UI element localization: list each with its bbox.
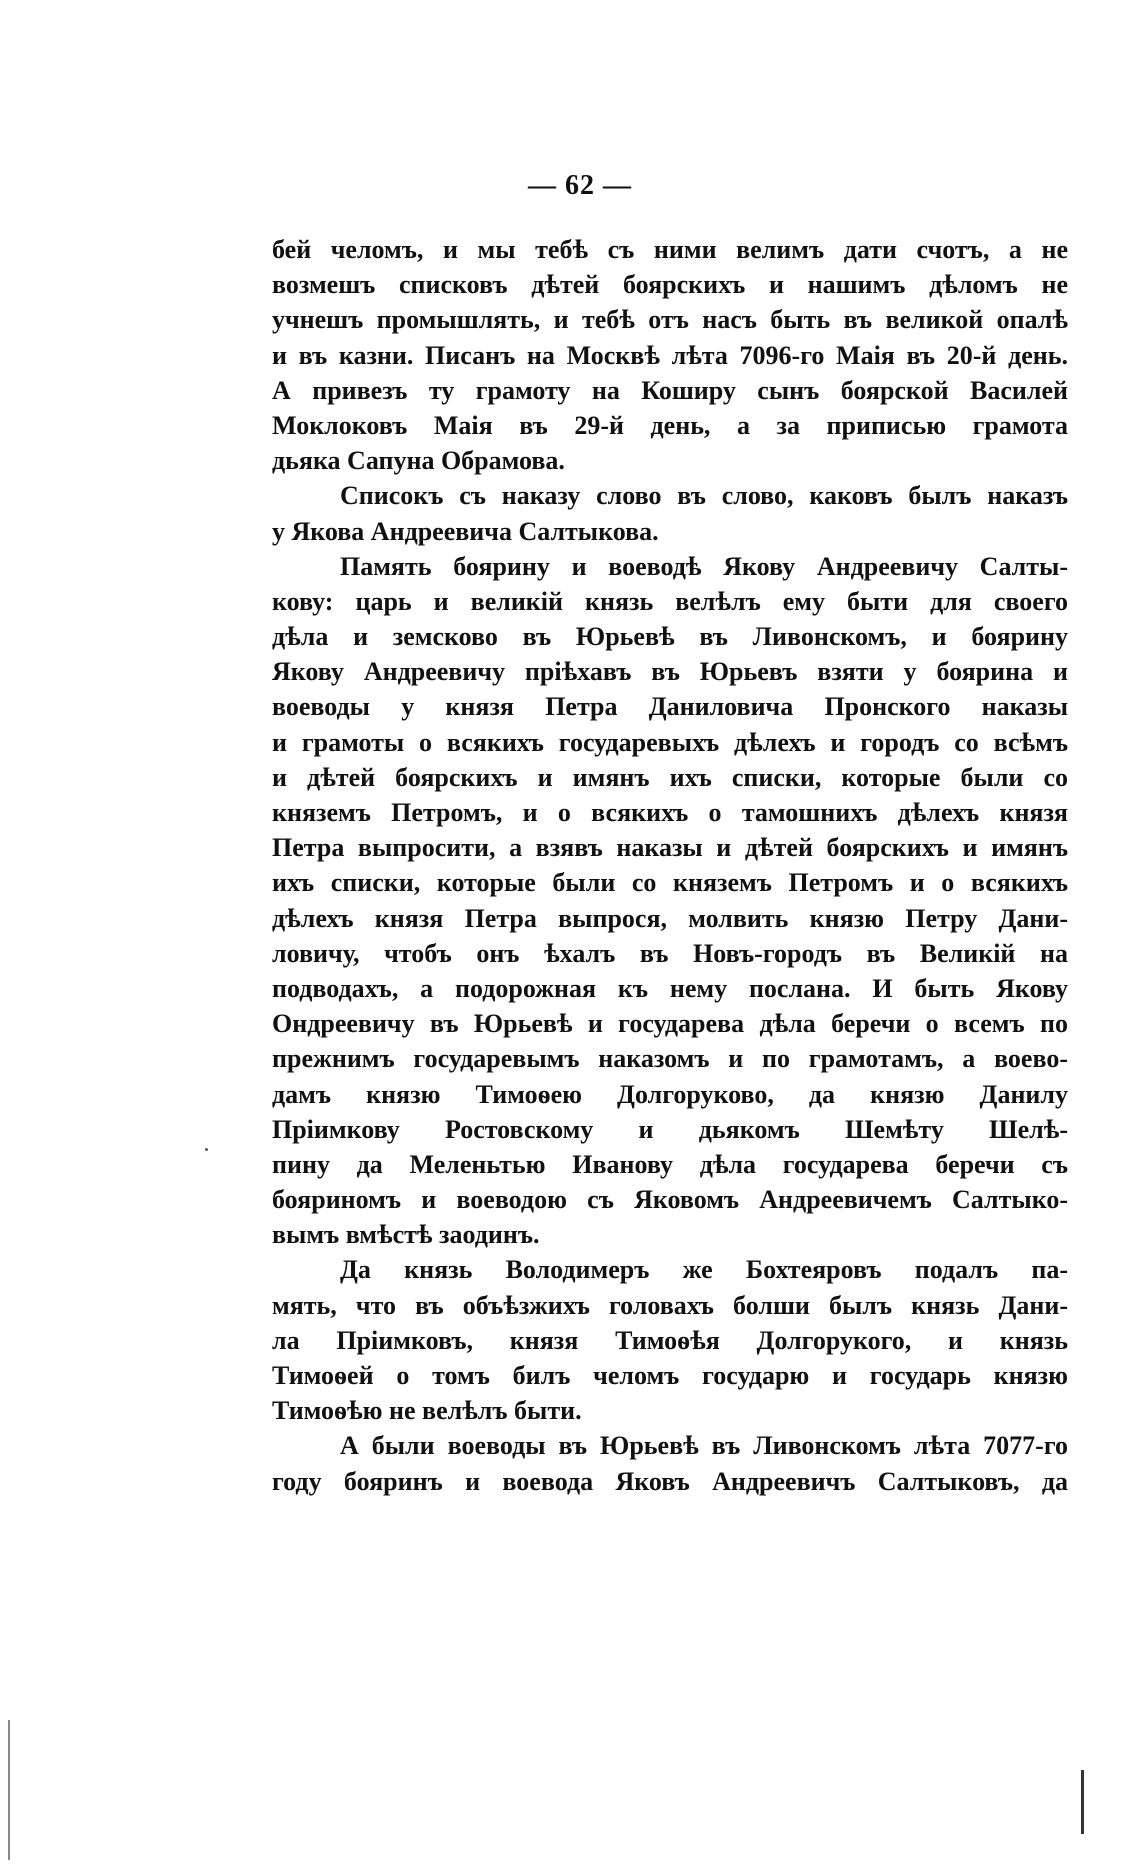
text-line: и грамоты о всякихъ государевыхъ дѣлехъ и городъ со всѣмъ bbox=[272, 727, 1068, 757]
text-line: Петра выпросити, а взявъ наказы и дѣтей боярскихъ и имянъ bbox=[272, 833, 1068, 863]
text-line: прежнимъ государевымъ наказомъ и по грамотамъ, а воево- bbox=[272, 1044, 1068, 1074]
text-line: мять, что въ объѣзжихъ головахъ болши былъ князь Дани- bbox=[272, 1290, 1068, 1320]
text-line: возмешъ списковъ дѣтей боярскихъ и нашимъ дѣломъ не bbox=[272, 270, 1068, 300]
text-line: дьяка Сапуна Обрамова. bbox=[272, 446, 565, 476]
text-line: ловичу, чтобъ онъ ѣхалъ въ Новъ-городъ въ Великій на bbox=[272, 938, 1068, 968]
text-line: Ондреевичу въ Юрьевѣ и государева дѣла беречи о всемъ по bbox=[272, 1009, 1068, 1039]
text-line: Моклоковъ Маія въ 29-й день, а за приписью грамота bbox=[272, 410, 1068, 440]
text-line: ла Пріимковъ, князя Тимоѳѣя Долгорукого, и князь bbox=[272, 1325, 1068, 1355]
text-line: дѣла и земсково въ Юрьевѣ въ Ливонскомъ, и боярину bbox=[272, 622, 1068, 652]
text-line: дѣлехъ князя Петра выпрося, молвить князю Петру Дани- bbox=[272, 903, 1068, 933]
scan-speck bbox=[205, 1148, 208, 1151]
text-line: вымъ вмѣстѣ заодинъ. bbox=[272, 1220, 540, 1250]
text-line: Пріимкову Ростовскому и дьякомъ Шемѣту Шелѣ- bbox=[272, 1114, 1068, 1144]
paragraph-start-line: Да князь Володимеръ же Бохтеяровъ подалъ па- bbox=[340, 1255, 1068, 1285]
paragraph-start-line: Память боярину и воеводѣ Якову Андреевичу Салты- bbox=[340, 551, 1068, 581]
paragraph-start-line: Списокъ съ наказу слово въ слово, каковъ былъ наказъ bbox=[340, 481, 1068, 511]
text-line: Тимоѳѣю не велѣлъ быти. bbox=[272, 1396, 582, 1426]
text-line: учнешъ промышлять, и тебѣ отъ насъ быть въ великой опалѣ bbox=[272, 305, 1068, 335]
text-line: подводахъ, а подорожная къ нему послана. И быть Якову bbox=[272, 973, 1068, 1003]
text-line: и дѣтей боярскихъ и имянъ ихъ списки, которые были со bbox=[272, 762, 1068, 792]
text-line: году бояринъ и воевода Яковъ Андреевичъ Салтыковъ, да bbox=[272, 1466, 1068, 1496]
body-text bbox=[272, 232, 1068, 1499]
text-line: кову: царь и великій князь велѣлъ ему быти для своего bbox=[272, 586, 1068, 616]
page-number: — 62 — bbox=[528, 170, 632, 201]
scan-margin-mark-left bbox=[8, 1720, 10, 1860]
text-line: воеводы у князя Петра Даниловича Пронского наказы bbox=[272, 692, 1068, 722]
text-line: Тимоѳей о томъ билъ челомъ государю и государь князю bbox=[272, 1361, 1068, 1390]
text-line: пину да Меленьтью Иванову дѣла государева беречи съ bbox=[272, 1149, 1068, 1179]
text-line: у Якова Андреевича Салтыкова. bbox=[272, 516, 659, 546]
text-line: и въ казни. Писанъ на Москвѣ лѣта 7096-го Маія въ 20-й день. bbox=[272, 340, 1068, 370]
text-line: княземъ Петромъ, и о всякихъ о тамошнихъ дѣлехъ князя bbox=[272, 798, 1068, 827]
scan-margin-mark-right bbox=[1081, 1770, 1084, 1834]
text-line: бояриномъ и воеводою съ Яковомъ Андреевичемъ Салтыко- bbox=[272, 1185, 1068, 1215]
text-line: А привезъ ту грамоту на Коширу сынъ боярской Василей bbox=[272, 375, 1068, 405]
text-line: Якову Андреевичу пріѣхавъ въ Юрьевъ взяти у боярина и bbox=[272, 657, 1068, 687]
paragraph-start-line: А были воеводы въ Юрьевѣ въ Ливонскомъ лѣта 7077-го bbox=[340, 1431, 1068, 1461]
text-line: дамъ князю Тимоѳею Долгоруково, да князю Данилу bbox=[272, 1079, 1068, 1109]
text-line: бей челомъ, и мы тебѣ съ ними велимъ дати счотъ, а не bbox=[272, 235, 1068, 264]
text-line: ихъ списки, которые были со княземъ Петромъ и о всякихъ bbox=[272, 868, 1068, 898]
